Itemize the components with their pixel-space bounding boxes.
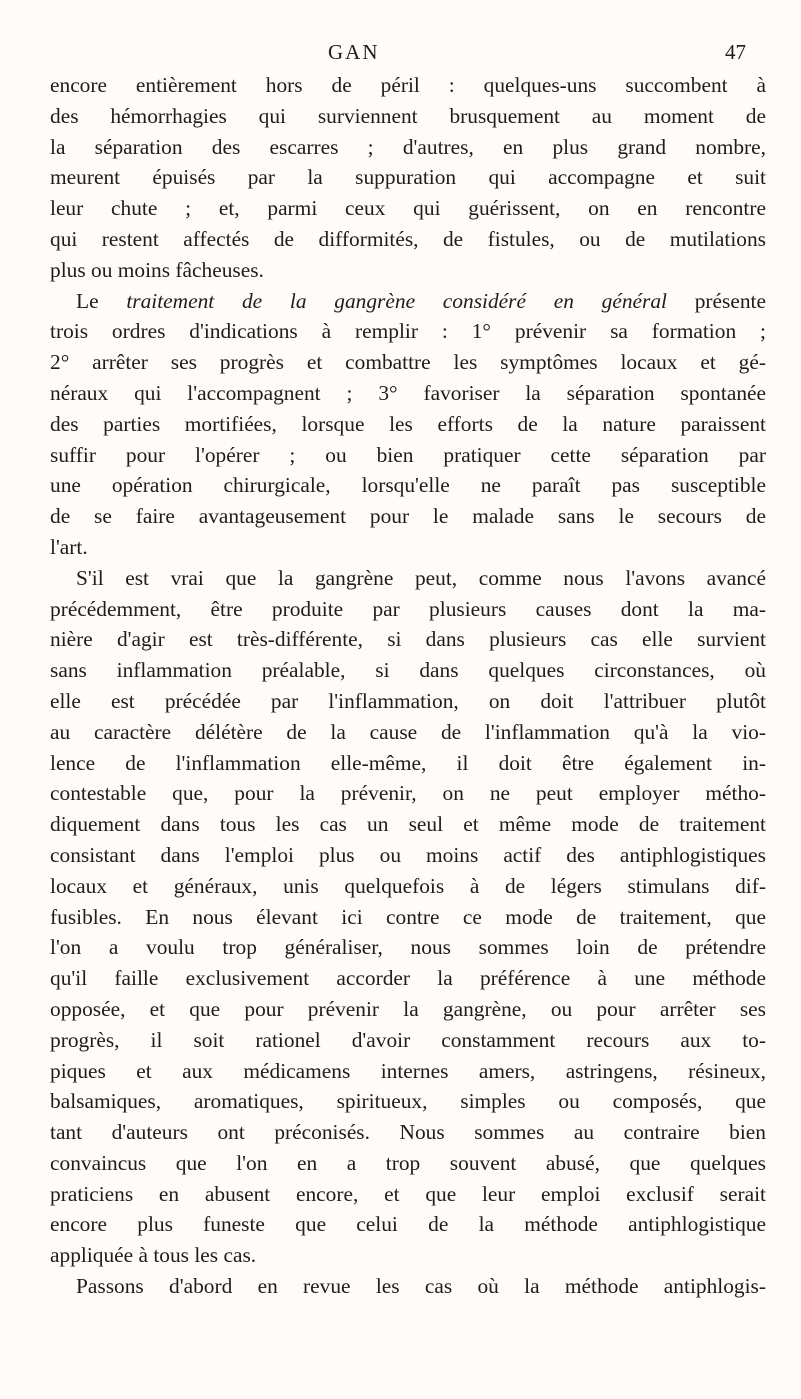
- text-line: des hémorrhagies qui surviennent brusquement au moment de: [50, 103, 766, 128]
- text-line: appliquée à tous les cas.: [50, 1243, 257, 1268]
- text-line: de se faire avantageusement pour le malade sans le secours de: [50, 504, 766, 529]
- paragraph-4: [50, 1271, 766, 1302]
- text-line: [50, 286, 766, 317]
- text-line: l'art.: [50, 534, 88, 559]
- text-line: piques et aux médicamens internes amers, astringens, résineux,: [50, 1058, 766, 1083]
- paragraph-3: [50, 563, 766, 1271]
- text-line: qui restent affectés de difformités, de fistules, ou de mutilations: [50, 226, 766, 251]
- text-line: S'il est vrai que la gangrène peut, comme nous l'avons avancé: [76, 565, 766, 590]
- text-line: meurent épuisés par la suppuration qui accompagne et suit: [50, 165, 766, 190]
- text-run: présente: [666, 288, 766, 313]
- text-line: des parties mortifiées, lorsque les efforts de la nature paraissent: [50, 411, 766, 436]
- text-line: précédemment, être produite par plusieurs causes dont la ma-: [50, 596, 766, 621]
- text-line: l'on a voulu trop généraliser, nous sommes loin de prétendre: [50, 935, 766, 960]
- text-line: néraux qui l'accompagnent ; 3° favoriser la séparation spontanée: [50, 380, 766, 405]
- text-run: Le: [76, 288, 127, 313]
- text-line: convaincus que l'on en a trop souvent abusé, que quelques: [50, 1150, 766, 1175]
- text-line: praticiens en abusent encore, et que leur emploi exclusif serait: [50, 1181, 766, 1206]
- text-line: nière d'agir est très-différente, si dans plusieurs cas elle survient: [50, 627, 766, 652]
- text-line: Passons d'abord en revue les cas où la méthode antiphlogis-: [76, 1274, 766, 1299]
- text-line: sans inflammation préalable, si dans quelques circonstances, où: [50, 658, 766, 683]
- text-line: consistant dans l'emploi plus ou moins actif des antiphlogistiques: [50, 842, 766, 867]
- page-header: [0, 40, 801, 70]
- italic-phrase: traitement de la gangrène considéré en général: [126, 288, 667, 313]
- paragraph-2: [50, 286, 766, 563]
- text-line: trois ordres d'indications à remplir : 1° prévenir sa formation ;: [50, 319, 766, 344]
- text-line: encore plus funeste que celui de la méthode antiphlogistique: [50, 1212, 766, 1237]
- text-line: 2° arrêter ses progrès et combattre les symptômes locaux et gé-: [50, 350, 766, 375]
- text-line: une opération chirurgicale, lorsqu'elle ne paraît pas susceptible: [50, 473, 766, 498]
- text-line: suffir pour l'opérer ; ou bien pratiquer cette séparation par: [50, 442, 766, 467]
- text-line: diquement dans tous les cas un seul et même mode de traitement: [50, 812, 766, 837]
- text-line: encore entièrement hors de péril : quelques-uns succombent à: [50, 73, 766, 97]
- text-line: tant d'auteurs ont préconisés. Nous sommes au contraire bien: [50, 1120, 766, 1145]
- text-line: elle est précédée par l'inflammation, on doit l'attribuer plutôt: [50, 688, 766, 713]
- text-line: contestable que, pour la prévenir, on ne peut employer métho-: [50, 781, 766, 806]
- page-number: 47: [725, 40, 746, 64]
- text-line: leur chute ; et, parmi ceux qui guérissent, on en rencontre: [50, 196, 766, 221]
- running-head: GAN: [328, 40, 380, 64]
- text-line: la séparation des escarres ; d'autres, en plus grand nombre,: [50, 134, 766, 159]
- body-text: [50, 70, 766, 1302]
- paragraph-1: [50, 70, 766, 286]
- text-line: lence de l'inflammation elle-même, il doit être également in-: [50, 750, 766, 775]
- text-line: opposée, et que pour prévenir la gangrène, ou pour arrêter ses: [50, 996, 766, 1021]
- text-line: balsamiques, aromatiques, spiritueux, simples ou composés, que: [50, 1089, 766, 1114]
- text-line: plus ou moins fâcheuses.: [50, 257, 264, 282]
- text-line: progrès, il soit rationel d'avoir constamment recours aux to-: [50, 1027, 766, 1052]
- text-line: qu'il faille exclusivement accorder la préférence à une méthode: [50, 966, 766, 991]
- text-line: locaux et généraux, unis quelquefois à de légers stimulans dif-: [50, 873, 766, 898]
- text-line: au caractère délétère de la cause de l'inflammation qu'à la vio-: [50, 719, 766, 744]
- text-line: fusibles. En nous élevant ici contre ce mode de traitement, que: [50, 904, 766, 929]
